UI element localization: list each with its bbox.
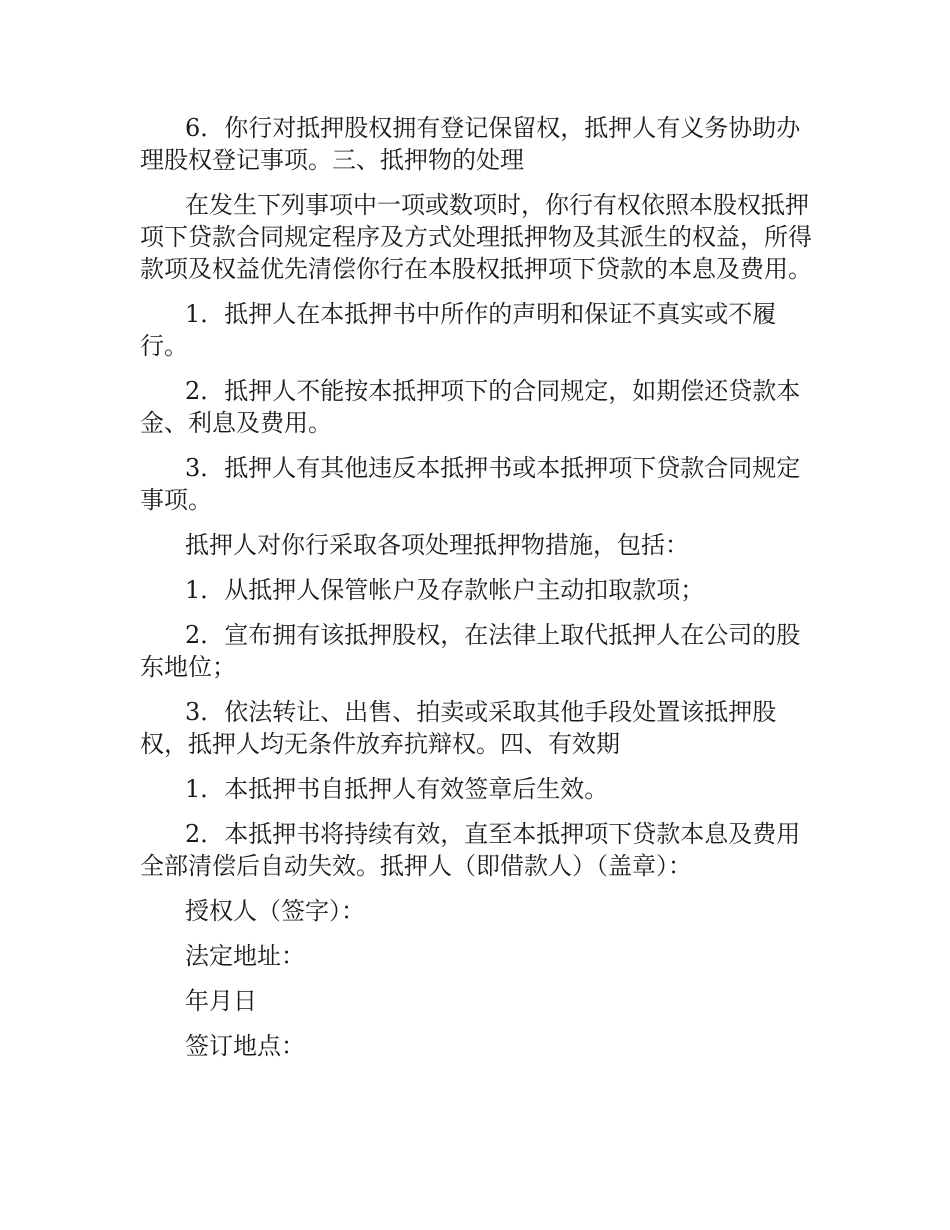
signature-date: 年月日 [185,987,257,1015]
document-page [140,112,812,1075]
paragraph-disposal-conditions: 在发生下列事项中一项或数项时，你行有权依照本股权抵押项下贷款合同规定程序及方式处理抵押物及其派生的权益，所得款项及权益优先清偿你行在本股权抵押项下贷款的本息及费用。 [140,191,812,283]
paragraph-registration-right: 6．你行对抵押股权拥有登记保留权，抵押人有义务协助办理股权登记事项。三、抵押物的处理 [140,114,801,174]
paragraph-measures-intro: 抵押人对你行采取各项处理抵押物措施，包括： [185,531,689,559]
paragraph-condition-3: 3．抵押人有其他违反本抵押书或本抵押项下贷款合同规定事项。 [140,454,801,514]
paragraph-measure-1: 1．从抵押人保管帐户及存款帐户主动扣取款项； [185,576,705,604]
paragraph-condition-1: 1．抵押人在本抵押书中所作的声明和保证不真实或不履行。 [140,300,777,360]
signature-legal-address: 法定地址： [185,942,305,970]
signature-signing-place: 签订地点： [185,1032,305,1060]
paragraph-measure-2: 2．宣布拥有该抵押股权，在法律上取代抵押人在公司的股东地位； [140,621,801,681]
paragraph-measure-3: 3．依法转让、出售、拍卖或采取其他手段处置该抵押股权，抵押人均无条件放弃抗辩权。四、有效期 [140,698,777,758]
paragraph-condition-2: 2．抵押人不能按本抵押项下的合同规定，如期偿还贷款本金、利息及费用。 [140,377,801,437]
paragraph-validity-2: 2．本抵押书将持续有效，直至本抵押项下贷款本息及费用全部清偿后自动失效。抵押人（即借款人）（盖章）： [140,820,801,880]
signature-authorized-person: 授权人（签字）： [185,897,365,925]
paragraph-validity-1: 1．本抵押书自抵押人有效签章后生效。 [185,775,609,803]
